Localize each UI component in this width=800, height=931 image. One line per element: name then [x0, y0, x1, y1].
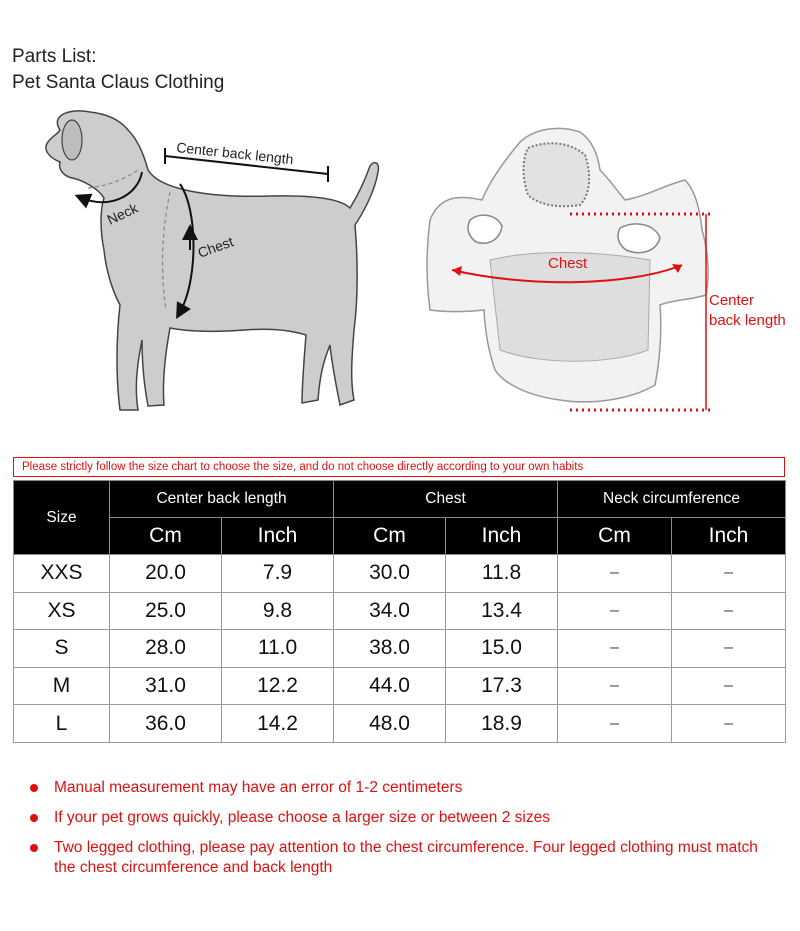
note-item — [30, 808, 770, 828]
bullet-dot-icon — [30, 844, 38, 852]
value-cell: 38.0 — [334, 630, 446, 668]
notes-list — [30, 778, 770, 888]
value-cell: 28.0 — [110, 630, 222, 668]
size-cell: XS — [14, 592, 110, 630]
value-cell: – — [558, 705, 672, 743]
coat-label-chest: Chest — [548, 255, 588, 272]
value-cell: – — [672, 630, 786, 668]
unit-header: Cm — [110, 518, 222, 555]
value-cell: – — [672, 555, 786, 593]
value-cell: – — [672, 667, 786, 705]
group-header-back-length: Center back length — [110, 481, 334, 518]
value-cell: 31.0 — [110, 667, 222, 705]
value-cell: – — [672, 705, 786, 743]
value-cell: – — [558, 592, 672, 630]
size-cell: L — [14, 705, 110, 743]
value-cell: 14.2 — [222, 705, 334, 743]
value-cell: – — [558, 667, 672, 705]
value-cell: 13.4 — [446, 592, 558, 630]
unit-header: Cm — [558, 518, 672, 555]
coat-measurement-figure — [410, 100, 800, 430]
dog-silhouette-illustration — [20, 100, 400, 430]
note-text: If your pet grows quickly, please choose a larger size or between 2 sizes — [54, 809, 550, 826]
value-cell: 30.0 — [334, 555, 446, 593]
note-text: Manual measurement may have an error of 1-2 centimeters — [54, 779, 463, 796]
size-chart-table — [13, 480, 786, 743]
value-cell: 48.0 — [334, 705, 446, 743]
note-item — [30, 778, 770, 798]
value-cell: 20.0 — [110, 555, 222, 593]
size-cell: M — [14, 667, 110, 705]
value-cell: 11.0 — [222, 630, 334, 668]
value-cell: 34.0 — [334, 592, 446, 630]
label-neck: Neck — [104, 199, 141, 228]
value-cell: 7.9 — [222, 555, 334, 593]
group-header-neck: Neck circumference — [558, 481, 786, 518]
value-cell: 15.0 — [446, 630, 558, 668]
size-cell: XXS — [14, 555, 110, 593]
group-header-chest: Chest — [334, 481, 558, 518]
value-cell: 18.9 — [446, 705, 558, 743]
unit-header: Inch — [672, 518, 786, 555]
value-cell: – — [558, 630, 672, 668]
product-name: Pet Santa Claus Clothing — [12, 72, 225, 93]
label-center-back-length: Center back length — [175, 139, 295, 168]
value-cell: 25.0 — [110, 592, 222, 630]
note-item — [30, 838, 770, 878]
table-row — [14, 667, 786, 705]
bullet-dot-icon — [30, 814, 38, 822]
value-cell: 17.3 — [446, 667, 558, 705]
label-chest: Chest — [195, 233, 236, 261]
unit-header: Inch — [222, 518, 334, 555]
value-cell: 12.2 — [222, 667, 334, 705]
coat-label-center: Center — [709, 292, 755, 309]
value-cell: 9.8 — [222, 592, 334, 630]
bullet-dot-icon — [30, 784, 38, 792]
dog-measurement-figure — [20, 100, 400, 430]
size-notice: Please strictly follow the size chart to choose the size, and do not choose directly according to your own habits — [13, 457, 785, 477]
unit-header: Cm — [334, 518, 446, 555]
dog-ear — [62, 120, 82, 160]
value-cell: – — [672, 592, 786, 630]
value-cell: – — [558, 555, 672, 593]
table-row — [14, 592, 786, 630]
parts-list-heading: Parts List: — [12, 46, 97, 67]
coat-label-back-length: back length — [709, 312, 786, 329]
table-row — [14, 555, 786, 593]
table-row — [14, 705, 786, 743]
value-cell: 44.0 — [334, 667, 446, 705]
table-row — [14, 630, 786, 668]
coat-illustration — [410, 100, 800, 430]
size-cell: S — [14, 630, 110, 668]
note-text: Two legged clothing, please pay attention to the chest circumference. Four legged clothing must match the chest circumference and back length — [54, 839, 758, 876]
unit-header: Inch — [446, 518, 558, 555]
value-cell: 36.0 — [110, 705, 222, 743]
size-header: Size — [14, 481, 110, 555]
value-cell: 11.8 — [446, 555, 558, 593]
